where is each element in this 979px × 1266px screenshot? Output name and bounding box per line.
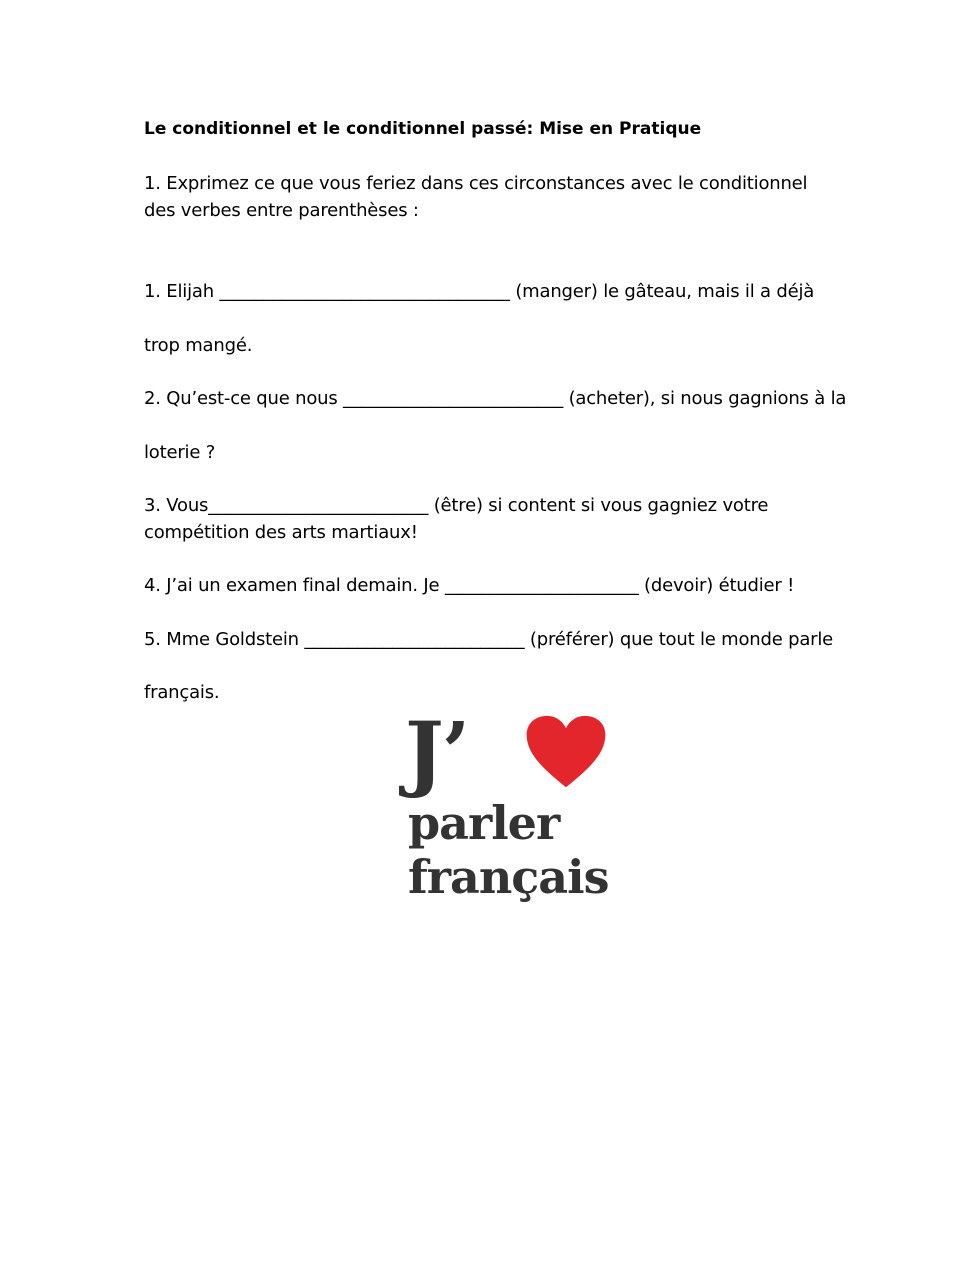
instructions-line-1: 1. Exprimez ce que vous feriez dans ces circonstances avec le conditionnel xyxy=(144,173,808,194)
exercise-2-line-2: loterie ? xyxy=(144,442,216,463)
exercise-4-line-1: 4. J’ai un examen final demain. Je ______________________ (devoir) étudier ! xyxy=(144,575,795,596)
exercise-3-line-2: compétition des arts martiaux! xyxy=(144,522,418,543)
j-aime-parler-francais-logo xyxy=(405,705,610,912)
logo-parler-text: parler xyxy=(408,796,560,850)
logo-francais-text: français xyxy=(408,850,609,904)
instructions-line-2: des verbes entre parenthèses : xyxy=(144,200,419,221)
logo-j-text: J’ xyxy=(405,705,469,801)
heart-icon xyxy=(525,715,607,789)
exercise-3-line-1: 3. Vous_________________________ (être) si content si vous gagniez votre xyxy=(144,495,769,516)
exercise-2-line-1: 2. Qu’est-ce que nous _________________________ (acheter), si nous gagnions à la xyxy=(144,388,847,409)
exercise-1-line-1: 1. Elijah _________________________________ (manger) le gâteau, mais il a déjà xyxy=(144,281,815,302)
exercise-5-line-2: français. xyxy=(144,682,220,703)
exercise-5-line-1: 5. Mme Goldstein _________________________ (préférer) que tout le monde parle xyxy=(144,629,834,650)
exercise-1-line-2: trop mangé. xyxy=(144,335,253,356)
page-title: Le conditionnel et le conditionnel passé: Mise en Pratique xyxy=(144,119,702,139)
